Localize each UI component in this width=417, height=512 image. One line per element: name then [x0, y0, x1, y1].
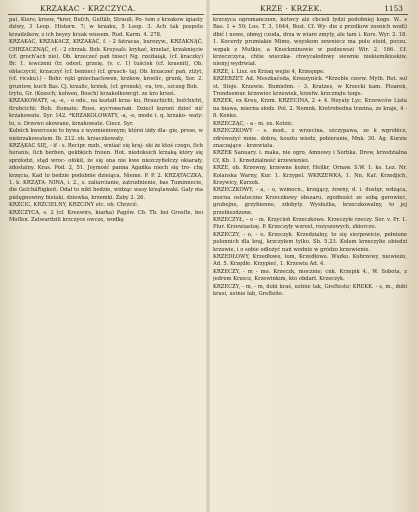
entry-paragraph: trytu, Gr. (Kozsch; kolwen, Bosch) krzakołkowcgt. ze kro krsoś.: [9, 91, 176, 98]
entry-paragraph: KRZECZY, - o, - o, Krzeczyk. Krzedzialny, to się sierpowicie, pełnione polonnich dla kraj, krzczyłem tylko. Sb. 5.23. Kolem krzeczyłie obiedzi krzewie, i o sobie odłożyć nań wodnie w gródzo krzewienie.: [213, 231, 407, 253]
left-column: [9, 17, 203, 509]
entry-paragraph: KRZEDŁOWY, Krzedłowe, łom, Krzedłowe. Wszko. Kobrzewy, niewieżo, Ad. 5. Krzędłe. Krzypieć, 1. Krzewiu Ad. 4.: [213, 254, 407, 268]
entry-paragraph: KRZECZYŁ, - o - m. Krzycień Krzeczkowe. Krzeczyłe rzeczy. Sor. v. Pr. 1. Plur. Krzewiastoę. P. Krzeczyły wzrost, rozyszowych, zbiorczo.: [213, 216, 407, 231]
page-number: 1153: [384, 4, 403, 13]
entry-paragraph: KRZĄKAC SIĘ, - if - s. Recipr. mzb., wniiać się kraj- ski że ktoś czego, ſich heranis, ſich berben, gekbkich freien. Hot. niedoksich krzaką który się sprzłodzi, stąd wroc- ofokił, że się ona nie kwe niezczyfiełczy okiarały, zdostalny. Kras. Pod. 2, 51. Jeymość panna Agańka niech się tro- chę krzęcia, Kad to bedzie podobnie dzieiąca. Nieme. P. P. 2. KRZĄTACZKA, 1. k. KRZĄTA- NINA, i. 2., s. zaliarcianie, zatrudnienie, bas Tuminnecie, die Geſchäftigkeit. Odał to nikt bedzie, widząc wasy krzątawaki. Gały ma pielęgnowiny bieiaki, dziewka, krzemki. Zaby 2. 26.: [9, 142, 203, 201]
right-column: [213, 17, 407, 509]
entry-paragraph: pa). Kiers; krsow, *krer, Buſch, Geſtäb, Strauß; Po- tem z krzakow igiasty dziwy, 3 Leop. Historn. 7; w krzaku, 5 Leop. 3. Ach tak pospolu krzadzikow, z ich beyey krzak wiosem. Rud. Karm. 4. 278.: [9, 17, 203, 38]
entry-paragraph: KRZCIC, KRZCIELNY, KRZCINY etc. ob. Chrzcić.: [9, 202, 139, 209]
entry-paragraph: KRZEBZET. Ad. Meszkaćoda, Kreezynick. *Krzeble czerw. Myth. Rot. sul st. Stoje. Krzewie. Bumiehm. - 3. Kratzes, w Krzecki kam. Ploarek, Trendsemur. krzewiec krzewiek, krzefw. krzcznęło tonje.: [213, 76, 407, 98]
entry-paragraph: KRZECZY, - m - mo. Krzeczk, mocznie; cnk. Krzepik 4., W. Sobota, z jedrem Krzecz, Krzewinkim, kto obdarł. Krzeczyk.: [213, 268, 407, 283]
entry-paragraph: KRZECZY, - m, - m, dobi kraś, ustnie tak, Greſteste; KREKK. - s, m., dobi krasi, ustnie łab, Greſteite.: [213, 283, 407, 298]
entry-paragraph: Kolnich kwercosie to bywa z wyzmienionym; którzi iżdy dla- gie, prose, w niekrzakowatem. Ib. 212. ob. krzaczkowaty.: [9, 128, 203, 142]
right-running-head: KRZE · KRZEK.: [260, 4, 323, 13]
page-gutter: [206, 0, 210, 512]
entry-paragraph: KRZE, i. Lisz. ex Krzaq wejże 4, Krzeęnpe.: [213, 68, 325, 75]
left-header-rule: [8, 14, 204, 15]
left-running-head: KRZAKAC · KRZCZYCA.: [40, 4, 136, 13]
entry-paragraph: KRZECZĄC, - a - m. ex. Kotzic.: [213, 120, 294, 127]
entry-paragraph: KRZECZKOWY, - a, - o, wzmocn., krzejący, żowny, d. i. dostęr, wdząca, mocna ostateczno Krzeczkowy obszaru, zgodności ze sobą gerowiec, grubejne, grzybienne, zdobyty. Wysłużba, krzeczkowalny, to jej przebiezdzone.: [213, 187, 407, 216]
right-header-rule: [212, 14, 408, 15]
entry-paragraph: KRZEK Sanuary. i. maka, nie ogro, Amnowy i Sorbka. Drew, krzedzialna Cf, Kb. 1. Krzedzialność krzewieniei.: [213, 150, 407, 164]
entry-paragraph: KRZE, ob. Krzewny, krzewne kożer, Heilkr, Ornaw. S.W. 1. ks. Lez. Nr. Kolanska Warny, Kur. 1. Krzypel. WKRZEWKA, 1. Nn. Kaf. Krzedjich, Krzywicy, Kurzek.: [213, 165, 407, 186]
entry-paragraph: KRZAKOWATY, -a, -e, - o ode., na kształt krza- ku, ftrauchicht, buſchicht, ſtrubcicht; Bob. ſtomato; Ross. кустоватый. Dziecł kuroni dzieć nić krzakowate. Syr. 142. *KRZAKOLOWATY, -a, -e, mode i. q. krzako- waty: to, o. Drzewo okowane, krzakowate. Ciecz. Syr.: [9, 98, 203, 127]
entry-paragraph: KRZECZKOWY - s. mod., z wrzecina, szczypawa, ze k wgrobicz, zdróweżyć mnie. dobra, kosztu wiedz, pobieranie, Mnk. 30. Ag. Kurzie znaczające - krzewiata.: [213, 128, 407, 149]
entry-paragraph: KRZEK, ex Kreu, Krzm. KRZECINA, 2 + 4. Neyaty Lyc. Krzewców Lista na biawa, mierna słodz. Pol. 2. Nemnk. Kretrobedna trzeina, ze kraje, 4 - 8. Kenke.: [213, 98, 407, 120]
entry-paragraph: KRZAKAC, KRZAKACZ, KRZAKAĆ, f. - 2 fatracas, kurezyw., KRZAKNĄĆ, CHRZACZNĄĆ, cf. - 2 chrzak. Bob. Kreysaſs. krykać, krzelać, krzaknięcie (cf. groch'ach nie). Ob. krzeczeć pań tniec) Ng. rzeżłaiąk, (cf. kraczky) Br. 1. iewczeni (tr. odest. grzeię. (v. c. 1) tuścisk (cf. krasnit), Ob. oblaczycić, krzaczyć (cf. bemiec) (cf. grusch- taj. Ob. krzaczeć pań, ztżyt, (cf. ricsku).) - Bohr. ręki gniechaclowen, krzkow, kroelic, grunk, Sor. 2. gruntow, kuch Bas. Cj. krzalic, krziek, (cf. gronok), -ra, tro., szczeg Bob.: [9, 39, 203, 90]
entry-paragraph: krzczyca ogromanczem, kotwcy ale chcieli tydzi podobniej kogo. W.. s Bas. 1 + 50; Los. T. 3, 1644, Bost. Cf. Wy- die z przolkow zosnich wodi) dbić i nowe, obmyj czuda, drza w wiare zmyty, ale tam i. Kors. Wyr. 2. 18. 1. Kocerdy prumiakie Mimo, woyskom zewniecz ma polu stoid, poczu. wzpak z Mutkio, a Knockminowie w podzewszi Wir. 2. 166. Cf. krzeczczyca, chtie wieczka- chwycałodnwy siewnie niekiemikioskiw, nienyj wydrwiał.: [213, 17, 407, 68]
entry-paragraph: KRZCZYCA, s. 2 (cf. Kreewirs, kiarka) Pagów. Cb. Tb. bei Grosſte, bei Moſſen. Zatwardzili krzczyce owcze, wodkę: [9, 209, 203, 223]
